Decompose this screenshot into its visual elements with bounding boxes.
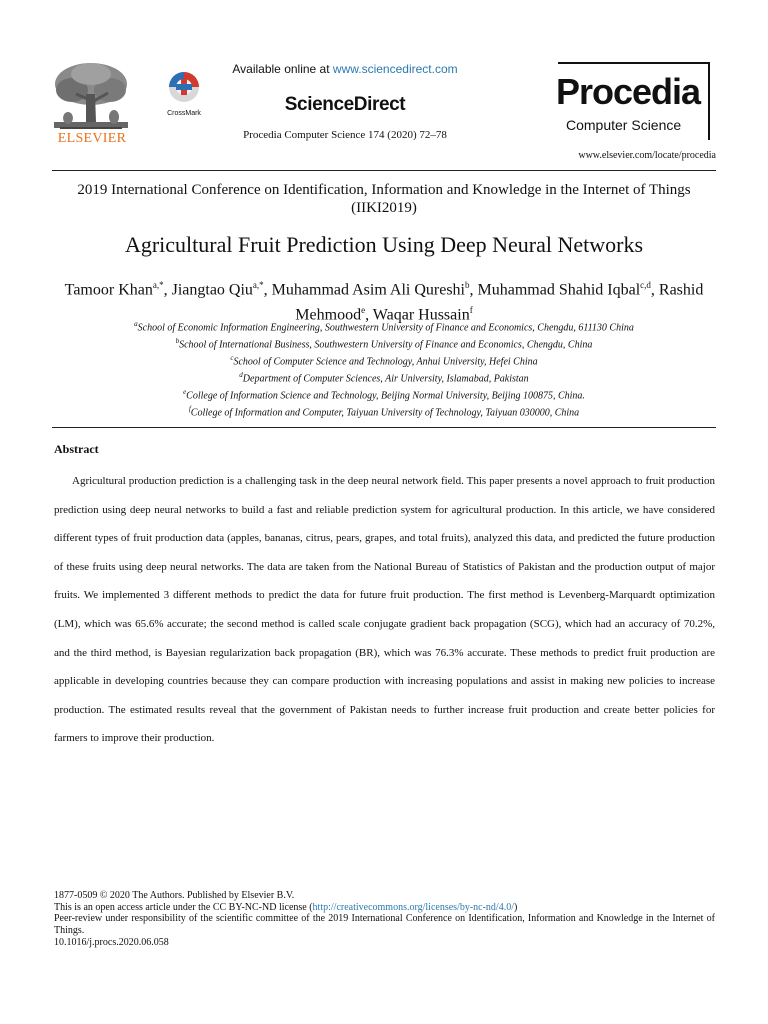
peer-review-note: Peer-review under responsibility of the scientific committee of the 2019 International Conference on Identification, Information and Knowledge in the Internet of Things. [54,913,715,937]
affiliation-line [52,386,716,403]
author-affiliation-mark: a,* [252,280,264,290]
affiliation-line [52,352,716,369]
affiliation-line [52,318,716,335]
affiliation-key: b [175,336,180,345]
affiliation-line [52,335,716,352]
affiliation-text: School of Computer Science and Technology, Anhui University, Hefei China [233,356,538,368]
author-name: Rashid Mehmood [295,281,704,324]
section-divider [52,427,716,428]
copyright-footer [54,890,715,949]
license-prefix: This is an open access article under the CC BY-NC-ND license ( [54,901,313,913]
available-online-line [200,62,490,76]
author-affiliation-mark: a,* [152,280,164,290]
available-prefix: Available online at [232,62,333,76]
author-affiliation-mark: c,d [640,280,651,290]
affiliation-key: c [230,353,234,362]
affiliation-text: College of Information and Computer, Taiyuan University of Technology, Taiyuan 030000, China [190,406,580,418]
affiliation-key: d [239,370,243,379]
author-name: Waqar Hussain [372,306,470,324]
crossmark-icon [166,70,202,104]
procedia-subtitle: Computer Science [566,117,682,133]
affiliation-key: f [188,404,191,413]
author-separator: , [365,306,373,324]
author-separator: , [163,281,172,299]
sciencedirect-wordmark: ScienceDirect [284,94,406,115]
affiliation-text: Department of Computer Sciences, Air University, Islamabad, Pakistan [242,373,529,385]
crossmark-label: CrossMark [167,110,201,117]
abstract-body: Agricultural production prediction is a challenging task in the deep neural network field. This paper presents a novel approach to fruit production prediction using deep neural networks to build a fast and reliable prediction system for agricultural production. In this article, we have considered different types of fruit production data (apples, bananas, citrus, pears, grapes, and total fruits), analyzed this data, and predicted the future production of these fruits using deep neural networks. The data are taken from the National Bureau of Statistics of Pakistan and the production output of major fruits. We implemented 3 different methods to predict the data for future fruit production. The first method is Levenberg-Marquardt optimization (LM), which was 65.6% accurate; the second method is called scale conjugate gradient back propagation (SCG), which had an accuracy of 70.2%, and the third method, is Bayesian regularization back propagation (BR), which was 76.3% accurate. These methods to predict fruit production are applicable in developing countries because they can compare production with increasing populations and assist in making new policies to increase production. The estimated results reveal that the government of Pakistan needs to further increase fruit production and create better policies for farmers to improve their production. [54,475,715,745]
conference-name: 2019 International Conference on Identification, Information and Knowledge in the Internet of Things (IIKI2019) [77,182,691,216]
author-name: Tamoor Khan [64,281,153,299]
sciencedirect-link[interactable]: www.sciencedirect.com [332,62,458,76]
license-link[interactable]: http://creativecommons.org/licenses/by-nc-nd/4.0/ [312,901,514,913]
issn-copyright-line: 1877-0509 © 2020 The Authors. Published by Elsevier B.V. [54,890,295,901]
affiliation-text: College of Information Science and Technology, Beijing Normal University, Beijing 100875, China. [186,390,585,402]
doi-line[interactable]: 10.1016/j.procs.2020.06.058 [54,936,169,948]
publisher-name: ELSEVIER [57,131,127,146]
author-name: Jiangtao Qiu [171,281,253,299]
journal-reference: Procedia Computer Science 174 (2020) 72–78 [243,129,447,141]
affiliation-line [52,369,716,386]
author-separator: , [263,281,272,299]
license-suffix: ) [513,901,518,913]
affiliation-key: e [183,387,187,396]
author-separator: , [469,281,478,299]
header-divider [52,170,716,171]
procedia-wordmark: Procedia [556,71,701,112]
author-separator: , [650,281,659,299]
affiliation-key: a [134,320,138,328]
author-affiliation-mark: f [469,305,473,316]
paper-title: Agricultural Fruit Prediction Using Deep Neural Networks [124,232,644,257]
author-affiliation-mark: b [465,280,470,290]
author-name: Muhammad Asim Ali Qureshi [271,281,465,299]
license-line [54,902,715,914]
affiliation-list [52,318,716,420]
author-name: Muhammad Shahid Iqbal [477,281,641,299]
abstract-heading: Abstract [54,442,99,456]
affiliation-line [52,403,716,420]
affiliation-text: School of International Business, Southwestern University of Finance and Economics, Chengdu, China [179,339,593,351]
crossmark-badge[interactable] [166,70,202,116]
affiliation-text: School of Economic Information Engineering, Southwestern University of Finance and Economics, Chengdu, 611130 China [137,322,634,334]
journal-url-link[interactable]: www.elsevier.com/locate/procedia [578,150,716,161]
author-affiliation-mark: e [361,305,366,316]
